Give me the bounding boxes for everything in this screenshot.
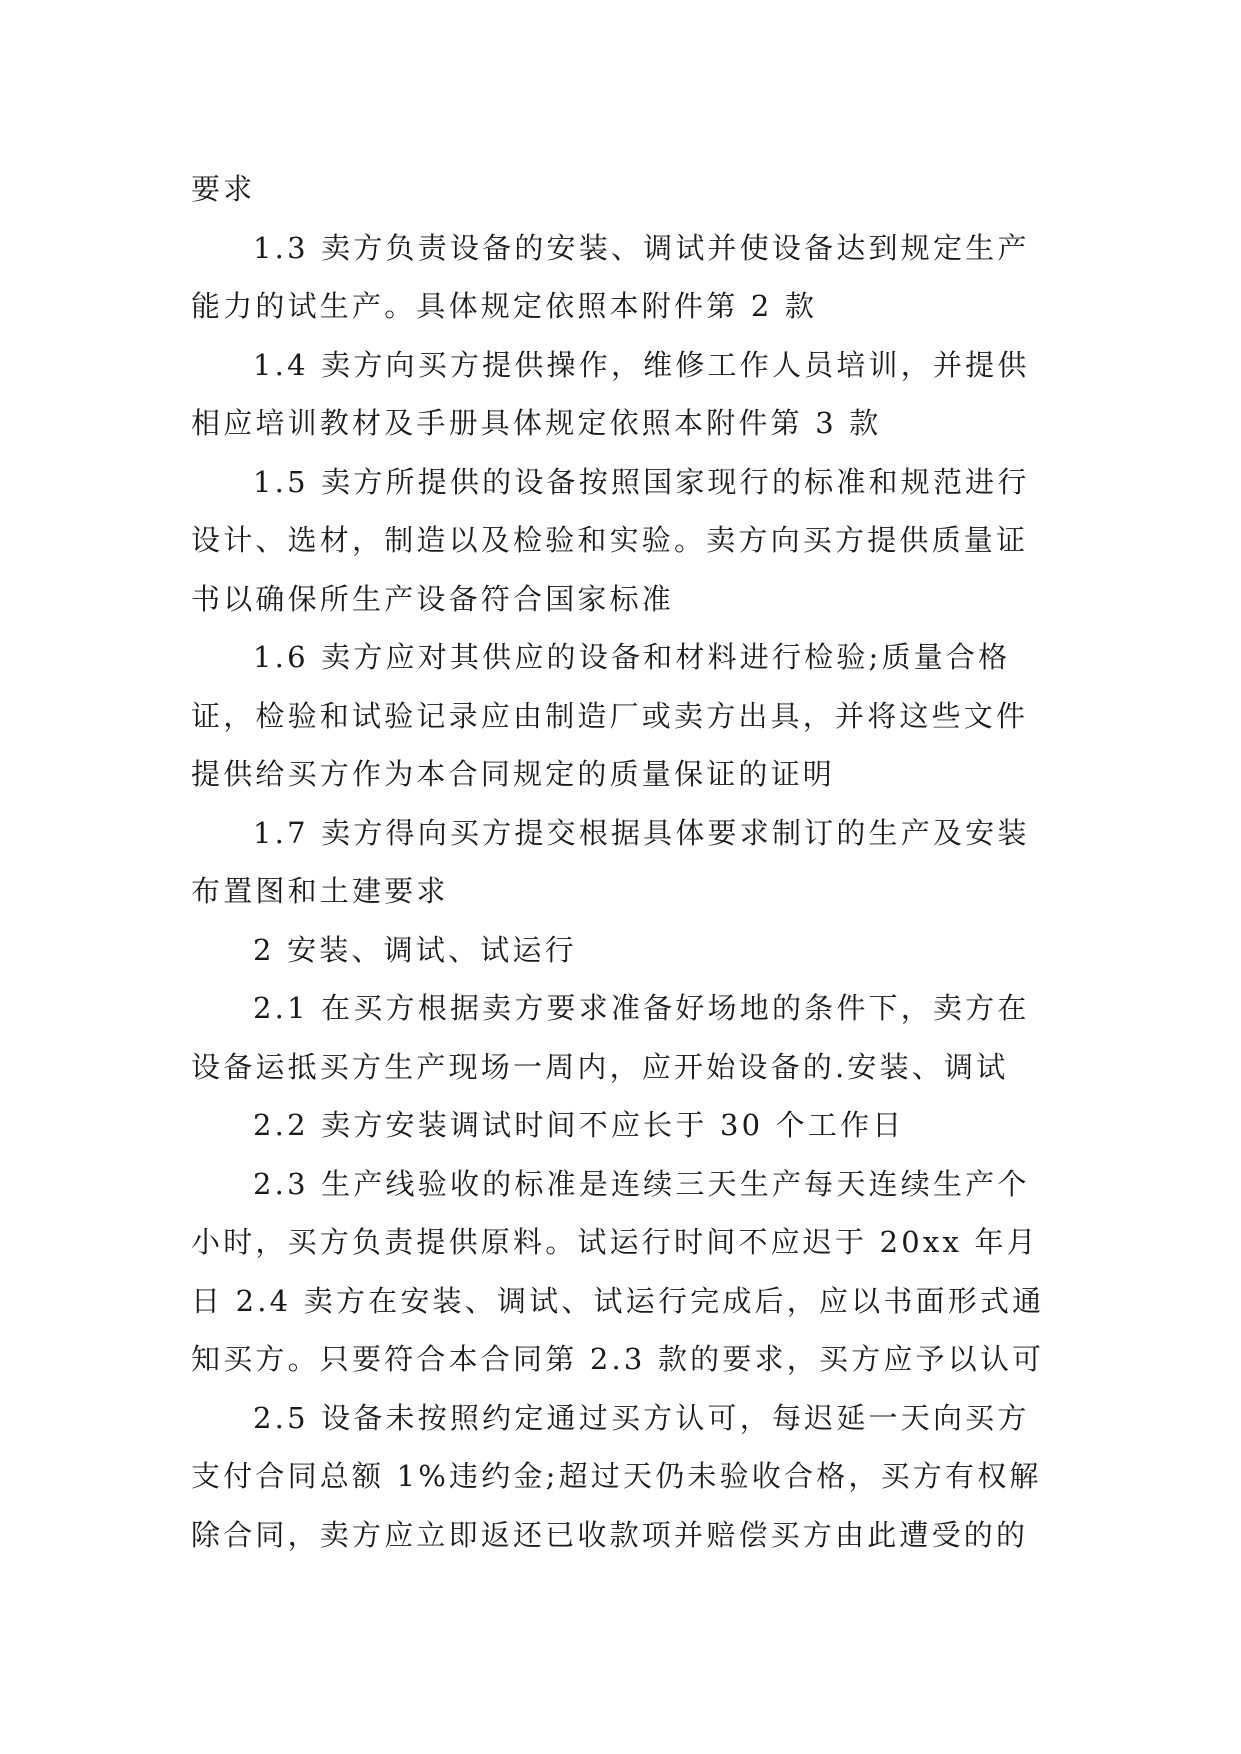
text-line: 提供给买方作为本合同规定的质量保证的证明 [191,757,836,791]
text-line: 日 2.4 卖方在安装、调试、试运行完成后，应以书面形式通 [191,1283,1045,1318]
contract-body-text [191,160,1051,1564]
text-line: 2.5 设备未按照约定通过买方认可，每迟延一天向买方 [253,1400,1030,1435]
text-line: 1.5 卖方所提供的设备按照国家现行的标准和规范进行 [253,464,1030,499]
text-line: 相应培训教材及手册具体规定依照本附件第 3 款 [191,406,882,440]
text-line: 2.2 卖方安装调试时间不应长于 30 个工作日 [253,1108,905,1142]
section-heading: 2 安装、调试、试运行 [253,932,577,967]
text-line: 2.3 生产线验收的标准是连续三天生产每天连续生产个 [253,1166,1030,1201]
text-line: 知买方。只要符合本合同第 2.3 款的要求，买方应予以认可 [191,1342,1045,1376]
text-line: 1.6 卖方应对其供应的设备和材料进行检验;质量合格 [253,640,1011,674]
text-line: 设备运抵买方生产现场一周内，应开始设备的.安装、调试 [191,1049,1009,1084]
text-line: 设计、选材，制造以及检验和实验。卖方向买方提供质量证 [191,523,1029,557]
text-line: 1.4 卖方向买方提供操作，维修工作人员培训，并提供 [253,347,1030,382]
text-line: 支付合同总额 1%违约金;超过天仍未验收合格，买方有权解 [191,1459,1042,1493]
text-line: 小时，买方负责提供原料。试运行时间不应迟于 20xx 年月 [191,1225,1039,1259]
text-line: 要求 [191,172,256,206]
text-line: 证，检验和试验记录应由制造厂或卖方出具，并将这些文件 [191,698,1029,733]
text-line: 布置图和土建要求 [191,874,449,908]
text-line: 除合同，卖方应立即返还已收款项并赔偿买方由此遭受的的 [191,1517,1029,1552]
text-line: 2.1 在买方根据卖方要求准备好场地的条件下，卖方在 [253,991,1030,1025]
text-line: 1.3 卖方负责设备的安装、调试并使设备达到规定生产 [253,230,1030,265]
text-line: 1.7 卖方得向买方提交根据具体要求制订的生产及安装 [253,815,1030,850]
text-line: 能力的试生产。具体规定依照本附件第 2 款 [191,289,818,323]
text-line: 书以确保所生产设备符合国家标准 [191,581,675,616]
